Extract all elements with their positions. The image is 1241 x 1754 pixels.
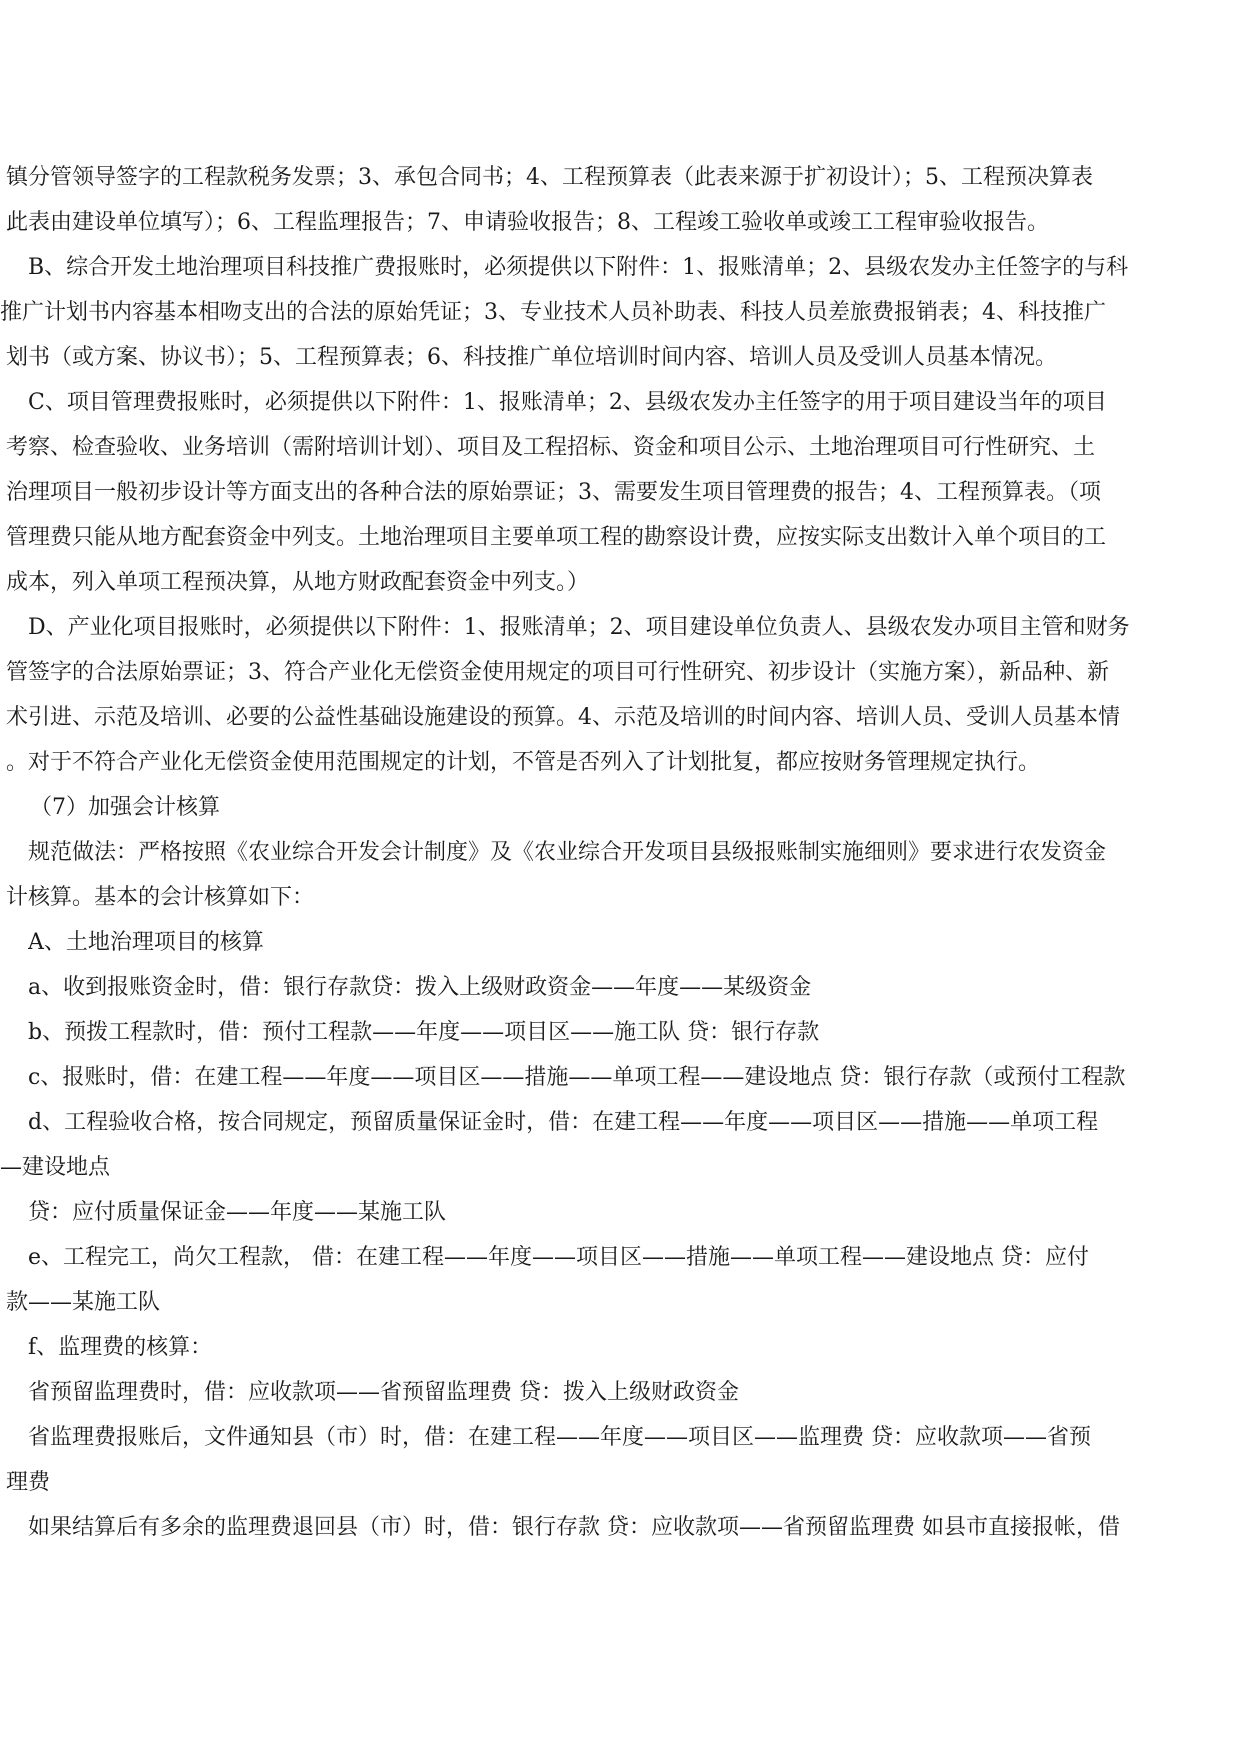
text-line: 省预留监理费时，借：应收款项——省预留监理费 贷：拨入上级财政资金 <box>28 1380 739 1405</box>
text-line: 成本，列入单项工程预决算，从地方财政配套资金中列支。） <box>6 570 590 595</box>
text-line: 此表由建设单位填写）；6、工程监理报告；7、申请验收报告；8、工程竣工验收单或竣工工程审验收报告。 <box>6 210 1049 235</box>
text-line: c、报账时，借：在建工程——年度——项目区——措施——单项工程——建设地点 贷：银行存款（或预付工程款 <box>28 1065 1126 1090</box>
text-line: 治理项目一般初步设计等方面支出的各种合法的原始票证；3、需要发生项目管理费的报告；4、工程预算表。（项 <box>6 480 1101 505</box>
text-line: 款——某施工队 <box>6 1290 161 1315</box>
text-line: 镇分管领导签字的工程款税务发票；3、承包合同书；4、工程预算表（此表来源于扩初设计）；5、工程预决算表 <box>6 165 1093 190</box>
text-line: 。对于不符合产业化无偿资金使用范围规定的计划，不管是否列入了计划批复，都应按财务管理规定执行。 <box>6 750 1041 775</box>
text-line: 划书（或方案、协议书）；5、工程预算表；6、科技推广单位培训时间内容、培训人员及受训人员基本情况。 <box>6 345 1057 370</box>
text-line: D、产业化项目报账时，必须提供以下附件：1、报账清单；2、项目建设单位负责人、县级农发办项目主管和财务 <box>28 615 1130 640</box>
text-line: A、土地治理项目的核算 <box>28 930 264 955</box>
text-line: 管签字的合法原始票证；3、符合产业化无偿资金使用规定的项目可行性研究、初步设计（实施方案），新品种、新 <box>6 660 1110 685</box>
text-line: f、监理费的核算： <box>28 1335 213 1360</box>
text-line: d、工程验收合格，按合同规定，预留质量保证金时，借：在建工程——年度——项目区——措施——单项工程 <box>28 1110 1099 1135</box>
text-line: 规范做法：严格按照《农业综合开发会计制度》及《农业综合开发项目县级报账制实施细则》要求进行农发资金 <box>28 840 1107 865</box>
text-line: 术引进、示范及培训、必要的公益性基础设施建设的预算。4、示范及培训的时间内容、培训人员、受训人员基本情 <box>6 705 1121 730</box>
text-line: 计核算。基本的会计核算如下： <box>6 885 315 910</box>
text-line: 考察、检查验收、业务培训（需附培训计划）、项目及工程招标、资金和项目公示、土地治理项目可行性研究、土 <box>6 435 1096 460</box>
text-line: —建设地点 <box>0 1155 111 1180</box>
text-line: 如果结算后有多余的监理费退回县（市）时，借：银行存款 贷：应收款项——省预留监理费 如县市直接报帐，借 <box>28 1515 1120 1540</box>
text-line: C、项目管理费报账时，必须提供以下附件：1、报账清单；2、县级农发办主任签字的用于项目建设当年的项目 <box>28 390 1107 415</box>
text-line: B、综合开发土地治理项目科技推广费报账时，必须提供以下附件：1、报账清单；2、县级农发办主任签字的与科 <box>28 255 1129 280</box>
text-line: 贷：应付质量保证金——年度——某施工队 <box>28 1200 447 1225</box>
text-line: 管理费只能从地方配套资金中列支。土地治理项目主要单项工程的勘察设计费，应按实际支出数计入单个项目的工 <box>6 525 1107 550</box>
text-line: b、预拨工程款时，借：预付工程款——年度——项目区——施工队 贷：银行存款 <box>28 1020 820 1045</box>
text-line: 省监理费报账后，文件通知县（市）时，借：在建工程——年度——项目区——监理费 贷：应收款项——省预 <box>28 1425 1091 1450</box>
text-line: 推广计划书内容基本相吻支出的合法的原始凭证；3、专业技术人员补助表、科技人员差旅费报销表；4、科技推广 <box>0 300 1106 325</box>
section-heading: （7）加强会计核算 <box>30 795 220 820</box>
text-line: e、工程完工，尚欠工程款， 借：在建工程——年度——项目区——措施——单项工程——建设地点 贷：应付 <box>28 1245 1090 1270</box>
text-line: a、收到报账资金时，借：银行存款贷：拨入上级财政资金——年度——某级资金 <box>28 975 812 1000</box>
text-line: 理费 <box>6 1470 51 1495</box>
